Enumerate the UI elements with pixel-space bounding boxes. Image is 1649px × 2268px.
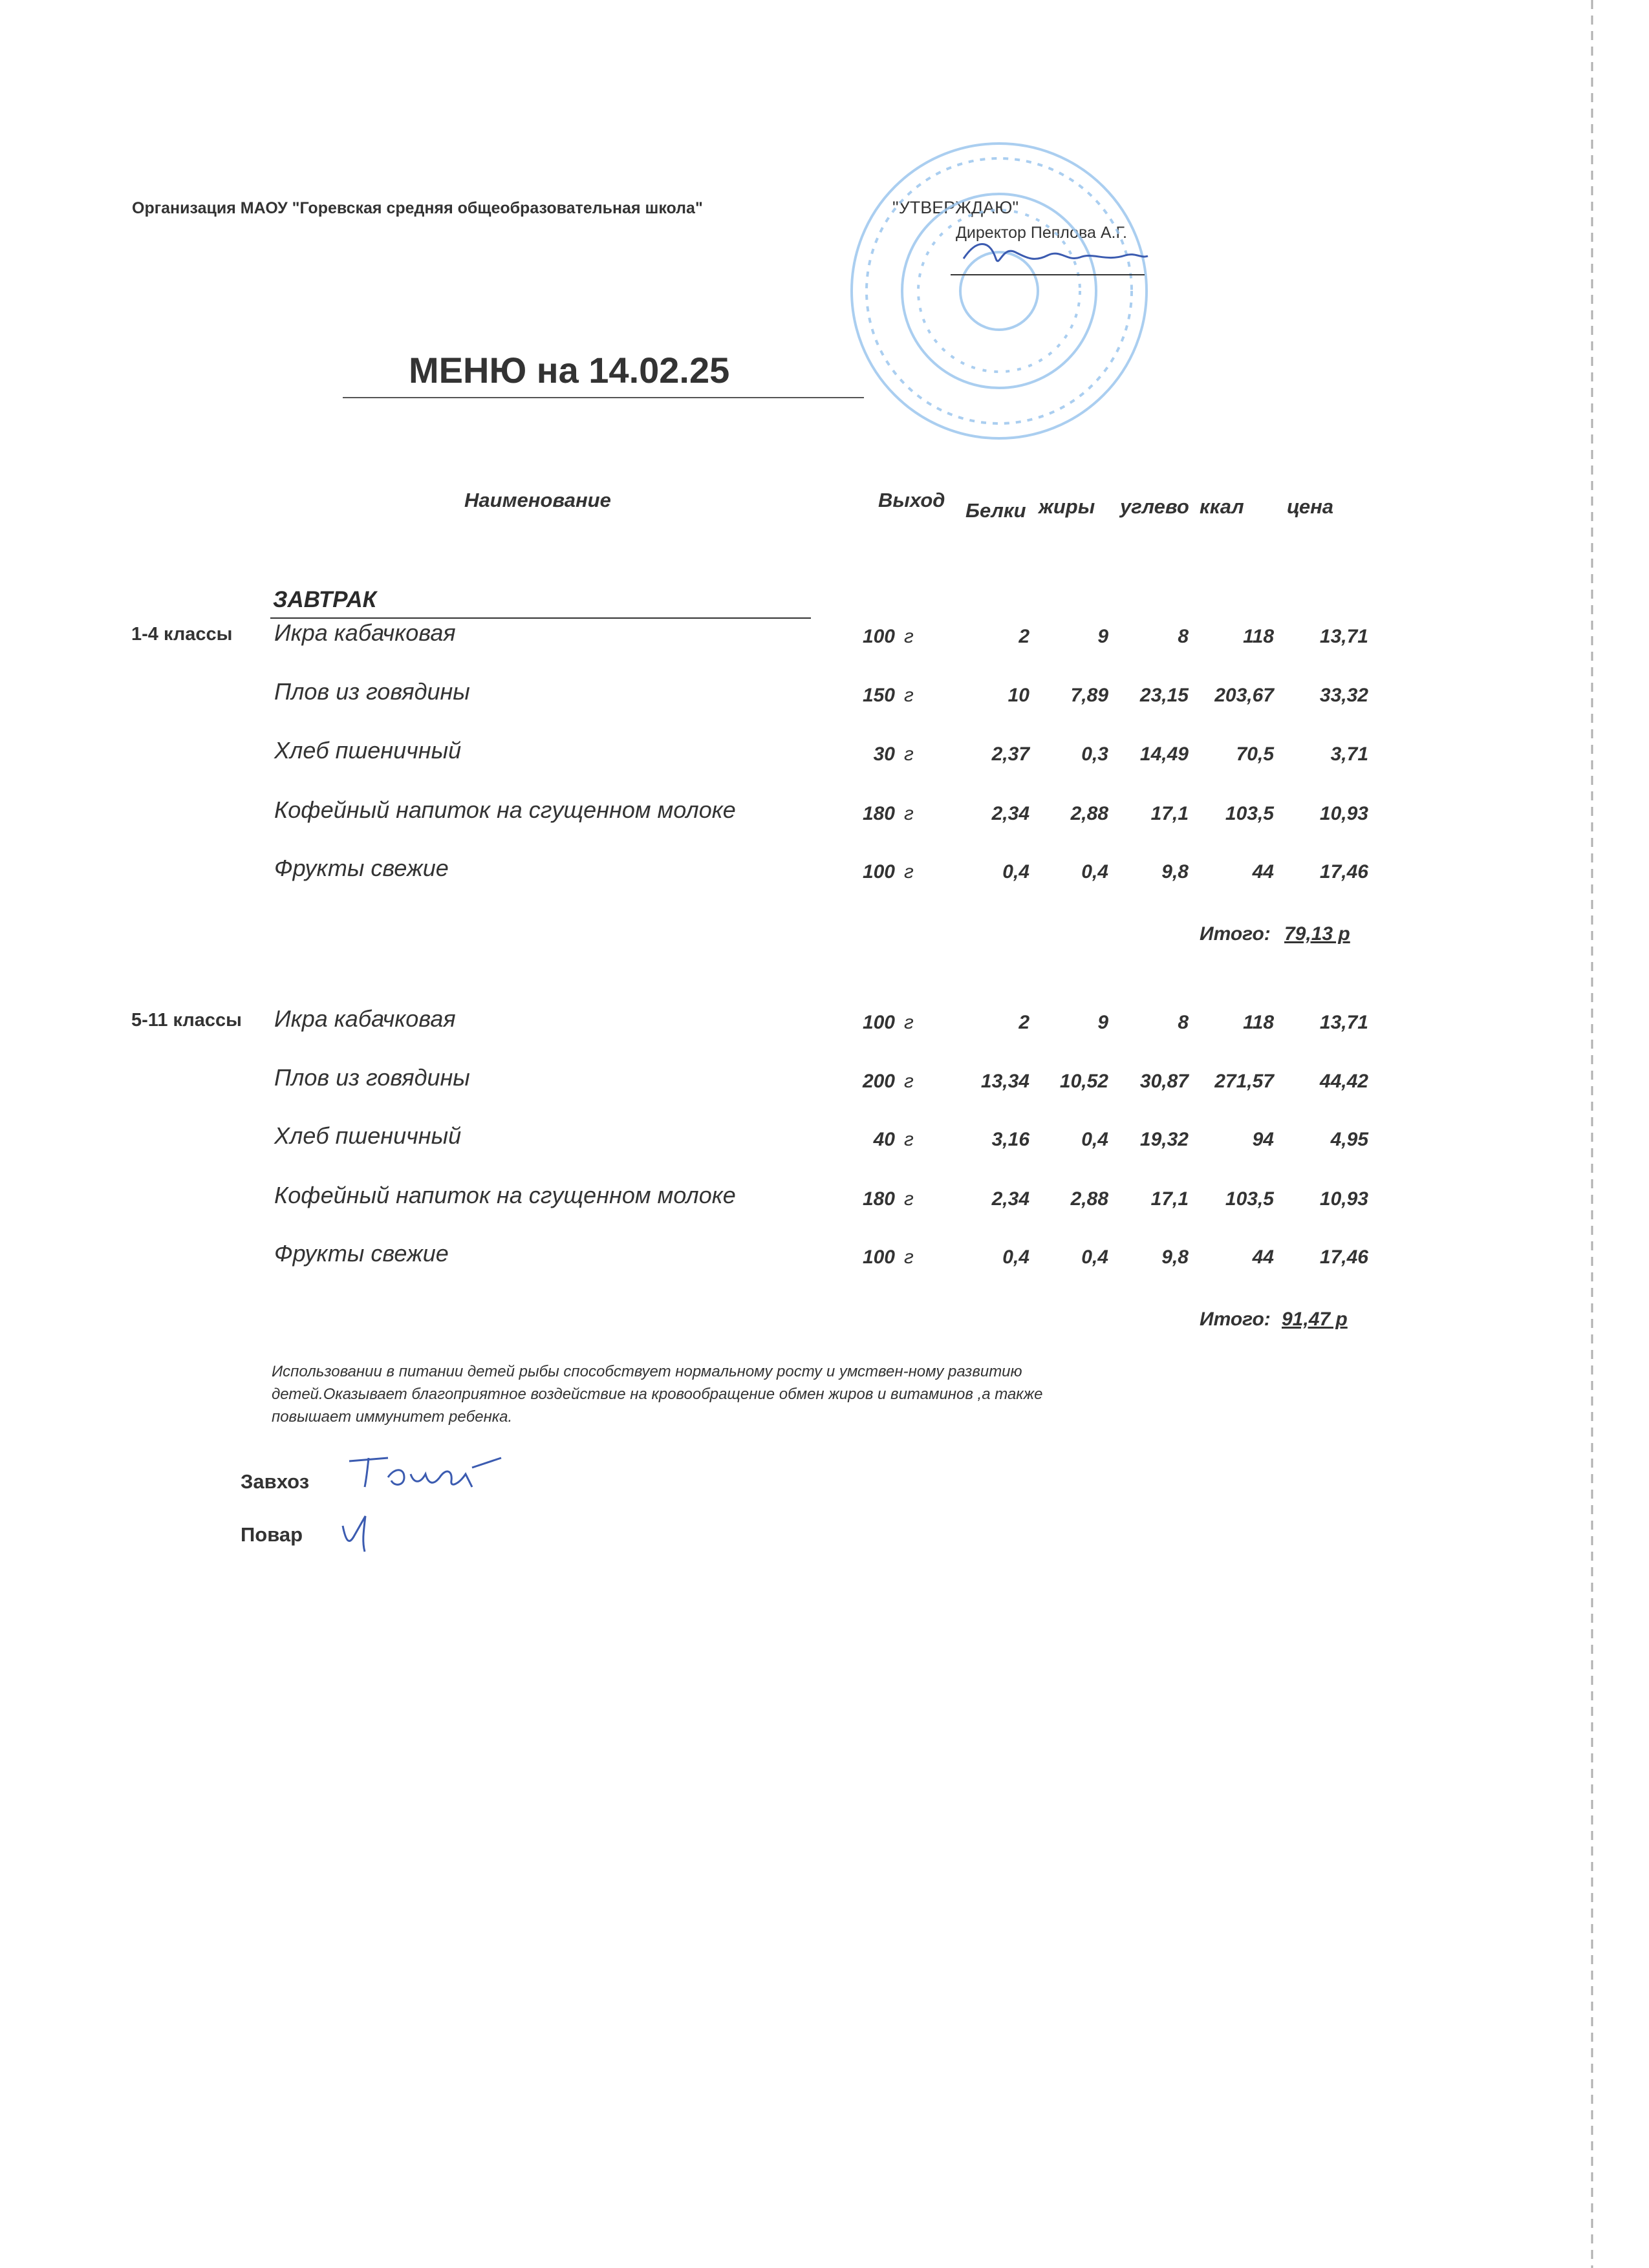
- dish-name: Плов из говядины: [274, 1064, 470, 1091]
- dish-price: 33,32: [1319, 685, 1368, 706]
- dish-price: 44,42: [1319, 1071, 1368, 1092]
- total-label: Итого:: [1200, 1309, 1271, 1330]
- group-label: 1-4 классы: [131, 624, 233, 645]
- dish-proteins: 0,4: [1002, 861, 1029, 883]
- approval-label: "УТВЕРЖДАЮ": [892, 198, 1019, 217]
- dish-output: 40: [873, 1129, 895, 1150]
- dish-price: 3,71: [1330, 744, 1368, 765]
- scan-edge-artifact: [1586, 0, 1599, 2268]
- dish-price: 17,46: [1319, 1246, 1368, 1268]
- dish-price: 13,71: [1319, 626, 1368, 647]
- title-underline: [343, 397, 864, 398]
- dish-unit: г: [904, 1071, 914, 1092]
- dish-price: 4,95: [1330, 1129, 1368, 1150]
- dish-fats: 0,3: [1081, 744, 1108, 765]
- dish-proteins: 2,34: [991, 803, 1029, 824]
- dish-carbs: 17,1: [1150, 803, 1189, 824]
- dish-price: 10,93: [1319, 1188, 1368, 1210]
- section-title: ЗАВТРАК: [273, 587, 377, 612]
- cook-signature: [336, 1506, 388, 1558]
- total-value: 79,13 р: [1284, 923, 1350, 945]
- cook-label: Повар: [241, 1523, 303, 1546]
- dish-output: 100: [862, 861, 895, 883]
- dish-carbs: 9,8: [1161, 861, 1189, 883]
- dish-kcal: 203,67: [1214, 685, 1274, 706]
- dish-carbs: 9,8: [1161, 1246, 1189, 1268]
- dish-carbs: 8: [1178, 626, 1189, 647]
- dish-kcal: 70,5: [1236, 744, 1274, 765]
- dish-proteins: 2,37: [991, 744, 1029, 765]
- dish-fats: 9: [1097, 626, 1108, 647]
- dish-name: Икра кабачковая: [274, 1005, 456, 1032]
- dish-kcal: 103,5: [1225, 1188, 1274, 1210]
- dish-proteins: 13,34: [980, 1071, 1029, 1092]
- dish-fats: 2,88: [1070, 1188, 1108, 1210]
- dish-carbs: 30,87: [1139, 1071, 1189, 1092]
- dish-fats: 0,4: [1081, 1246, 1108, 1268]
- dish-unit: г: [904, 803, 914, 824]
- dish-fats: 9: [1097, 1012, 1108, 1033]
- dish-unit: г: [904, 626, 914, 647]
- dish-kcal: 118: [1243, 1012, 1274, 1033]
- dish-name: Хлеб пшеничный: [274, 737, 462, 764]
- storekeeper-signature: [343, 1448, 511, 1500]
- school-seal-stamp: [844, 136, 1154, 446]
- dish-output: 180: [862, 803, 895, 824]
- total-label: Итого:: [1200, 923, 1271, 945]
- dish-proteins: 2,34: [991, 1188, 1029, 1210]
- dish-proteins: 2: [1018, 1012, 1029, 1033]
- dish-output: 100: [862, 1246, 895, 1268]
- dish-proteins: 0,4: [1002, 1246, 1029, 1268]
- dish-name: Фрукты свежие: [274, 855, 449, 881]
- dish-fats: 0,4: [1081, 1129, 1108, 1150]
- dish-carbs: 8: [1178, 1012, 1189, 1033]
- dish-kcal: 118: [1243, 626, 1274, 647]
- group-label: 5-11 классы: [131, 1010, 242, 1031]
- section-underline: [270, 617, 811, 619]
- dish-name: Фрукты свежие: [274, 1240, 449, 1267]
- dish-name: Икра кабачковая: [274, 619, 456, 646]
- dish-kcal: 271,57: [1214, 1071, 1274, 1092]
- director-signature: [957, 233, 1151, 278]
- dish-price: 13,71: [1319, 1012, 1368, 1033]
- column-header-output: Выход: [878, 489, 945, 511]
- dish-proteins: 2: [1018, 626, 1029, 647]
- dish-unit: г: [904, 1129, 914, 1150]
- column-header-fats: жиры: [1039, 495, 1095, 518]
- dish-fats: 10,52: [1059, 1071, 1108, 1092]
- dish-fats: 0,4: [1081, 861, 1108, 883]
- dish-carbs: 19,32: [1139, 1129, 1189, 1150]
- dish-unit: г: [904, 1012, 914, 1033]
- dish-price: 17,46: [1319, 861, 1368, 883]
- page-title: МЕНЮ на 14.02.25: [409, 350, 730, 390]
- dish-unit: г: [904, 1188, 914, 1210]
- column-header-price: цена: [1287, 495, 1334, 518]
- dish-unit: г: [904, 685, 914, 706]
- dish-kcal: 103,5: [1225, 803, 1274, 824]
- total-value: 91,47 р: [1282, 1309, 1348, 1330]
- column-header-kcal: ккал: [1200, 495, 1244, 518]
- dish-output: 100: [862, 626, 895, 647]
- nutrition-note: Использовании в питании детей рыбы способствует нормальному росту и умствен-ному развитию детей.Оказывает благоприятное воздействие на кровообращение обмен жиров и витаминов ,а также повышает иммунитет ребенка.: [272, 1363, 1043, 1426]
- director-name: Директор Пеплова А.Г.: [956, 224, 1127, 242]
- organization-name: Организация МАОУ "Горевская средняя общеобразовательная школа": [132, 199, 703, 217]
- dish-output: 180: [862, 1188, 895, 1210]
- director-signature-line: [951, 274, 1145, 275]
- dish-unit: г: [904, 1246, 914, 1268]
- dish-carbs: 23,15: [1139, 685, 1189, 706]
- dish-unit: г: [904, 861, 914, 883]
- dish-fats: 2,88: [1070, 803, 1108, 824]
- dish-output: 30: [873, 744, 895, 765]
- dish-carbs: 17,1: [1150, 1188, 1189, 1210]
- dish-carbs: 14,49: [1139, 744, 1189, 765]
- dish-name: Плов из говядины: [274, 678, 470, 705]
- dish-name: Хлеб пшеничный: [274, 1122, 462, 1149]
- dish-kcal: 94: [1252, 1129, 1274, 1150]
- dish-price: 10,93: [1319, 803, 1368, 824]
- column-header-proteins: Белки: [965, 499, 1026, 522]
- dish-kcal: 44: [1252, 861, 1274, 883]
- dish-kcal: 44: [1252, 1246, 1274, 1268]
- dish-output: 150: [862, 685, 895, 706]
- dish-proteins: 3,16: [991, 1129, 1029, 1150]
- dish-unit: г: [904, 744, 914, 765]
- dish-proteins: 10: [1008, 685, 1029, 706]
- dish-output: 100: [862, 1012, 895, 1033]
- column-header-name: Наименование: [464, 489, 611, 511]
- dish-name: Кофейный напиток на сгущенном молоке: [274, 1182, 736, 1208]
- column-header-carbs: углево: [1120, 495, 1189, 518]
- storekeeper-label: Завхоз: [241, 1470, 310, 1493]
- dish-output: 200: [862, 1071, 895, 1092]
- dish-fats: 7,89: [1070, 685, 1108, 706]
- dish-name: Кофейный напиток на сгущенном молоке: [274, 797, 736, 823]
